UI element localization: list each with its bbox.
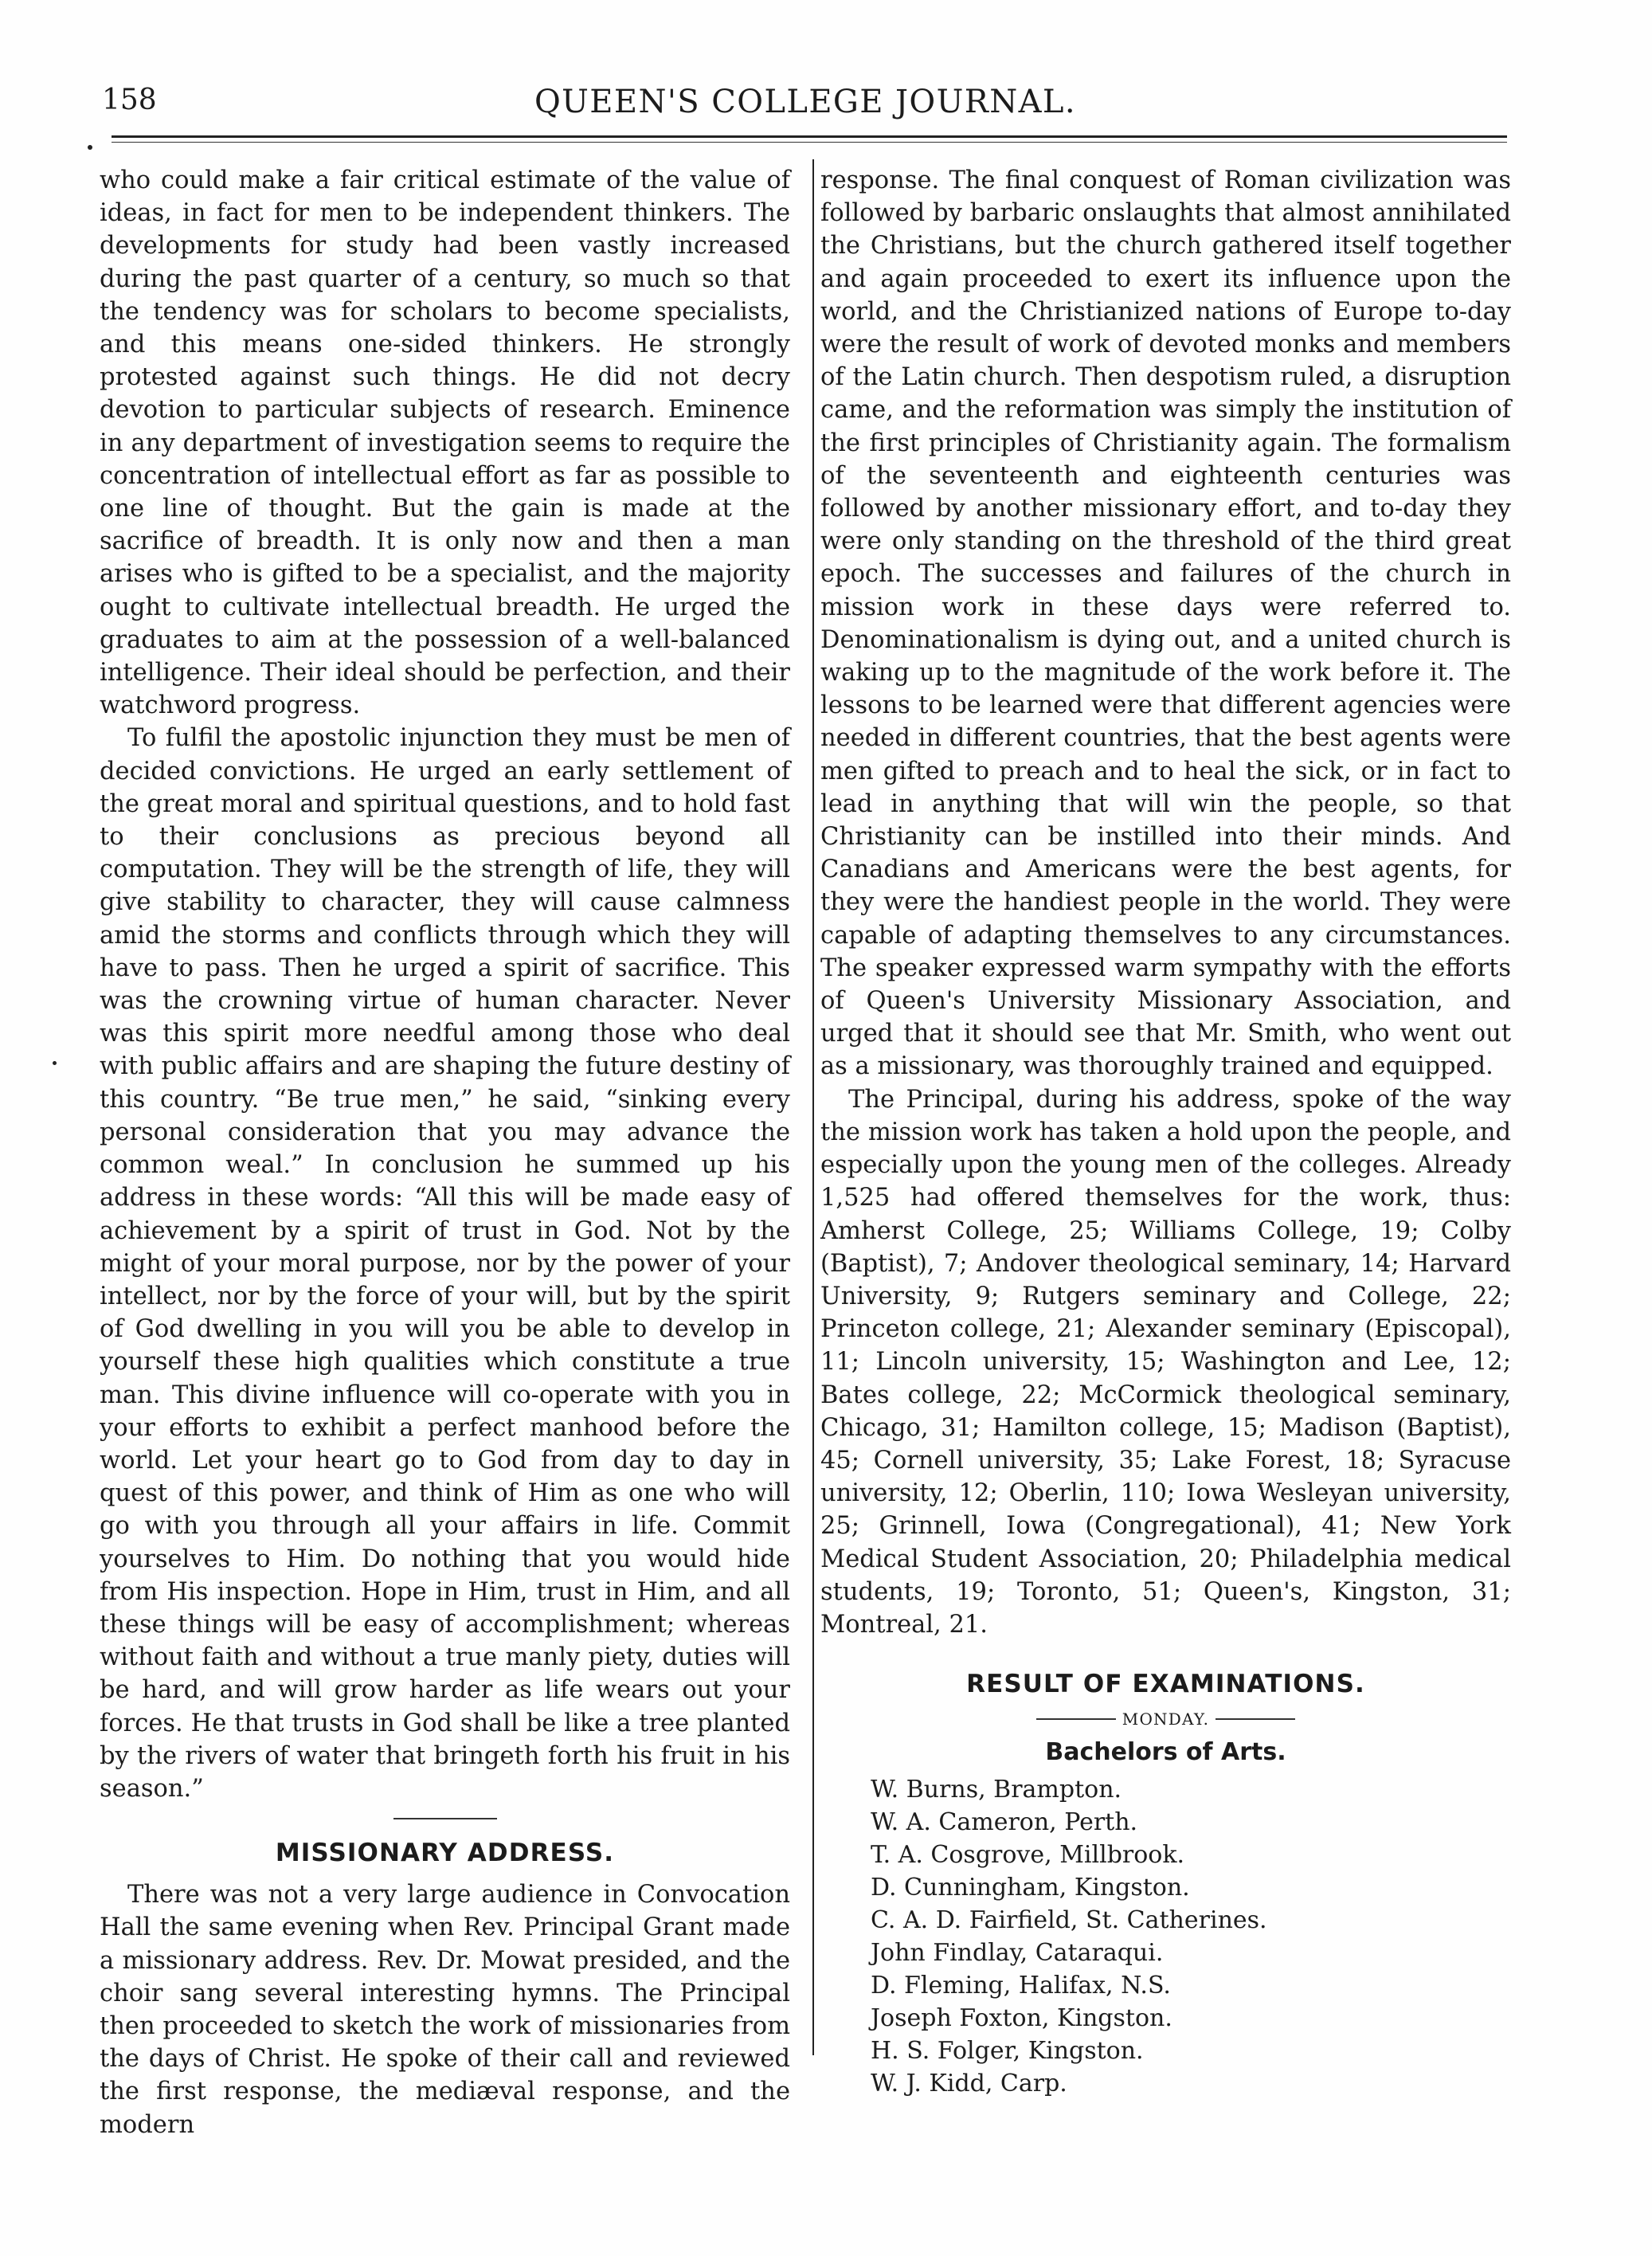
print-speck [53,1061,57,1065]
graduate-entry: W. J. Kidd, Carp. [871,2070,1067,2098]
graduate-entry: D. Fleming, Halifax, N.S. [871,1972,1171,2000]
bachelors-heading: Bachelors of Arts. [1045,1738,1286,1767]
article-paragraph: To fulfil the apostolic injunction they must be men of decided convictions. He urged an early settlement of the great moral and spiritual questions, and to hold fast to their conclusions as precious beyond all computation. They will be the strength of life, they will give stability to character, they will cause calmness amid the storms and conflicts through which they will have to pass. Then he urged a spirit of sacrifice. This was the crowning virtue of human character. Never was this spirit more needful among those who deal with public affairs and are shaping the future destiny of this country. “Be true men,” he said, “sinking every personal consideration that you may advance the common weal.” In conclusion he summed up his address in these words: “All this will be made easy of achievement by a spirit of trust in God. Not by the might of your moral purpose, nor by the power of your intellect, nor by the force of your will, but by the spirit of God dwelling in you will you be able to develop in yourself these high qualities which constitute a true man. This divine influence will co-operate with you in your efforts to exhibit a perfect manhood before the world. Let your heart go to God from day to day in quest of this power, and think of Him as one who will go with you through all your affairs in life. Commit yourselves to Him. Do nothing that you would hide from His inspection. Hope in Him, trust in Him, and all these things will be easy of accomplishment; whereas without faith and without a true manly piety, duties will be hard, and will grow harder as life wears out your forces. He that trusts in God shall be like a tree planted by the rivers of water that bringeth forth his fruit in his season.” [100,724,790,1803]
article-paragraph: The Principal, during his address, spoke of the way the mission work has taken a hold upon the people, and especially upon the young men of the colleges. Already 1,525 had offered themselves for the work, thus: Amherst College, 25; Williams College, 19; Colby (Baptist), 7; Andover theological seminary, 14; Harvard University, 9; Rutgers seminary and College, 22; Princeton college, 21; Alexander seminary (Episcopal), 11; Lincoln university, 15; Washington and Lee, 12; Bates college, 22; McCormick theological seminary, Chicago, 31; Hamilton college, 15; Madison (Baptist), 45; Cornell university, 35; Lake Forest, 18; Syracuse university, 12; Oberlin, 110; Iowa Wesleyan university, 25; Grinnell, Iowa (Congregational), 41; New York Medical Student Association, 20; Philadelphia medical students, 19; Toronto, 51; Queen's, Kingston, 31; Montreal, 21. [820,1085,1511,1639]
page-header [102,78,1509,126]
graduate-entry: John Findlay, Cataraqui. [871,1939,1164,1968]
header-rule [112,135,1507,138]
article-paragraph: response. The final conquest of Roman civilization was followed by barbaric onslaughts that almost annihilated the Christians, but the church gathered itself together and again proceeded to exert its influence upon the world, and the Christianized nations of Europe to-day were the result of work of devoted monks and members of the Latin church. Then despotism ruled, a disruption came, and the reformation was simply the institution of the first principles of Christianity again. The formalism of the seventeenth and eighteenth centuries was followed by another missionary effort, and to-day they were only standing on the threshold of the third great epoch. The successes and failures of the church in mission work in these days were referred to. Denominationalism is dying out, and a united church is waking up to the magnitude of the work before it. The lessons to be learned were that different agencies were needed in different countries, that the best agents were men gifted to preach and to heal the sick, or in fact to lead in anything that will win the people, so that Christianity can be instilled into their minds. And Canadians and Americans were the best agents, for they were the handiest people in the world. They were capable of adapting themselves to any circumstances. The speaker expressed warm sympathy with the efforts of Queen's University Missionary Association, and urged that it should see that Mr. Smith, who went out as a missionary, was thoroughly trained and equipped. [820,166,1511,1081]
page-number: 158 [102,84,157,116]
article-paragraph: There was not a very large audience in Convocation Hall the same evening when Rev. Principal Grant made a missionary address. Rev. Dr. Mowat presided, and the choir sang several interesting hymns. The Principal then proceeded to sketch the work of missionaries from the days of Christ. He spoke of their call and reviewed the first response, the mediæval response, and the modern [100,1881,790,2139]
print-speck [88,145,92,150]
graduate-entry: H. S. Folger, Kingston. [871,2037,1144,2066]
results-heading: RESULT OF EXAMINATIONS. [966,1670,1365,1699]
article-paragraph: who could make a fair critical estimate of the value of ideas, in fact for men to be independent thinkers. The developments for study had been vastly increased during the past quarter of a century, so much so that the tendency was for scholars to become specialists, and this means one-sided thinkers. He strongly protested against such things. He did not decry devotion to particular subjects of research. Eminence in any department of investigation seems to require the concentration of intellectual effort as far as possible to one line of thought. But the gain is made at the sacrifice of breadth. It is only now and then a man arises who is gifted to be a specialist, and the majority ought to cultivate intellectual breadth. He urged the graduates to aim at the possession of a well-balanced intelligence. Their ideal should be perfection, and their watchword progress. [100,166,790,720]
graduate-entry: D. Cunningham, Kingston. [871,1874,1190,1902]
header-rule-secondary [112,142,1507,143]
graduates-list [820,1773,1511,2100]
journal-title: QUEEN'S COLLEGE JOURNAL. [534,84,1077,120]
results-day-label: MONDAY. [820,1708,1511,1730]
graduate-entry: C. A. D. Fairfield, St. Catherines. [871,1906,1267,1935]
left-column [100,164,790,2139]
graduate-entry: Joseph Foxton, Kingston. [871,2004,1172,2033]
section-divider [393,1818,497,1819]
graduate-entry: T. A. Cosgrove, Millbrook. [871,1841,1185,1870]
missionary-address-heading: MISSIONARY ADDRESS. [275,1839,615,1868]
graduate-entry: W. Burns, Brampton. [871,1776,1122,1804]
graduate-entry: W. A. Cameron, Perth. [871,1808,1138,1837]
column-divider [812,159,814,2055]
right-column [820,164,1511,2098]
